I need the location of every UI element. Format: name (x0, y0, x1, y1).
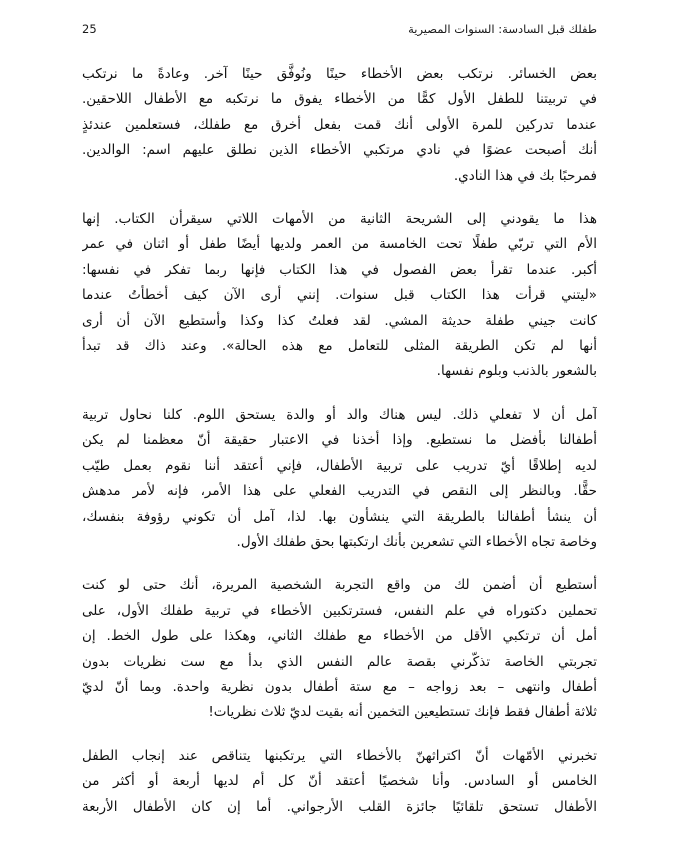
text-line: آمل أن لا تفعلي ذلك. ليس هناك والد أو والدة يستحق اللوم. كلنا نحاول تربية (82, 406, 597, 423)
text-line: أكبر. عندما تقرأ بعض الفصول في هذا الكتاب فإنها ربما تفكر في نفسها: (82, 261, 597, 278)
text-line: لديه إطلاقًا أيّ تدريب على تربية الأطفال، فإني أعتقد أننا نقوم بعمل طيّب (82, 457, 597, 474)
text-line: ثلاثة أطفال فقط فإنك تستطيعين التخمين أنه بقيت لديّ ثلاث نظريات! (208, 704, 597, 721)
text-line: الأطفال تستحق تلقائيًا جائزة القلب الأرجواني. أما إن كان الأطفال الأربعة (82, 798, 597, 815)
text-line: حقًّا. وبالنظر إلى النقص في التدريب الفعلي على هذا الأمر، فإنه لأمر مدهش (82, 483, 597, 500)
text-line: أنها لم تكن الطريقة المثلى للتعامل مع هذه الحالة». وعند ذاك قد تبدأ (82, 338, 597, 355)
paragraph-5 (82, 744, 597, 820)
paragraph-3 (82, 403, 597, 555)
text-line: عندما تدركين للمرة الأولى أنك قمت بفعل أخرق مع طفلك، فستعلمين عندئذٍ (82, 116, 597, 133)
paragraph-gap (82, 189, 597, 207)
running-header (82, 22, 597, 40)
running-header-title: طفلك قبل السادسة: السنوات المصيرية (408, 22, 597, 36)
text-line: هذا ما يقودني إلى الشريحة الثانية من الأمهات اللاتي سيقرأن الكتاب. إنها (82, 211, 597, 228)
text-line: وخاصة تجاه الأخطاء التي تشعرين بأنك ارتكبتها بحق طفلك الأول. (236, 533, 597, 550)
text-line: تجربتي الخاصة تذكّرني بقصة عالم النفس الذي بدأ مع ست نظريات بدون (82, 653, 597, 670)
text-line: أن ينشأ أطفالنا بالطريقة التي ينشأون بها. لذا، آمل أن تكوني رؤوفة بنفسك، (82, 508, 597, 525)
text-line: أمل أن ترتكبي الأقل من الأخطاء مع طفلك الثاني، وهكذا على طول الخط. إن (82, 628, 597, 645)
page-number: 25 (82, 22, 97, 36)
text-line: كانت جيني طفلة حديثة المشي. لقد فعلتُ كذا وكذا وأستطيع الآن أن أرى (82, 312, 597, 329)
text-line: أستطيع أن أضمن لك من واقع التجربة الشخصية المريرة، أنك حتى لو كنت (82, 577, 597, 594)
text-line: «ليتني قرأت هذا الكتاب قبل سنوات. إنني أرى الآن كيف أخطأتُ عندما (82, 287, 597, 304)
text-line: في تربيتنا للطفل الأول كمًّا من الأخطاء يفوق ما نرتكبه مع الأطفال اللاحقين. (82, 91, 597, 108)
text-line: فمرحبًا بك في هذا النادي. (453, 167, 597, 184)
text-line: بالشعور بالذنب وبلوم نفسها. (436, 363, 597, 380)
text-line: أطفال وانتهى – بعد زواجه – مع ستة أطفال بدون نظرية واحدة. وبما أنّ لديّ (82, 678, 597, 695)
paragraph-gap (82, 555, 597, 573)
text-line: الأم التي تربّي طفلًا تحت الخامسة من العمر ولديها أيضًا طفل أو اثنان في عمر (82, 236, 597, 253)
paragraph-1 (82, 62, 597, 189)
text-line: الخامس أو السادس. وأنا شخصيًا أعتقد أنّ كل أم لديها أربعة أو أكثر من (82, 773, 597, 790)
paragraph-gap (82, 385, 597, 403)
body-text (82, 62, 597, 820)
paragraph-gap (82, 726, 597, 744)
paragraph-2 (82, 207, 597, 385)
text-line: أطفالنا بأفضل ما نستطيع. وإذا أخذنا في الاعتبار حقيقة أنّ معظمنا لم يكن (82, 432, 597, 449)
text-line: بعض الخسائر. نرتكب بعض الأخطاء حينًا ونُوفَّق حينًا آخر. وعادةً ما نرتكب (82, 66, 597, 82)
text-line: أنك أصبحت عضوًا في نادي مرتكبي الأخطاء الذين نطلق عليهم اسم: الوالدين. (82, 142, 597, 159)
paragraph-4 (82, 573, 597, 725)
text-line: تخبرني الأمّهات أنّ اكتراثهنّ بالأخطاء التي يرتكبنها يتناقص عند إنجاب الطفل (82, 747, 597, 764)
text-line: تحملين دكتوراه في علم النفس، فسترتكبين الأخطاء في تربية طفلك الأول، على (82, 602, 597, 619)
